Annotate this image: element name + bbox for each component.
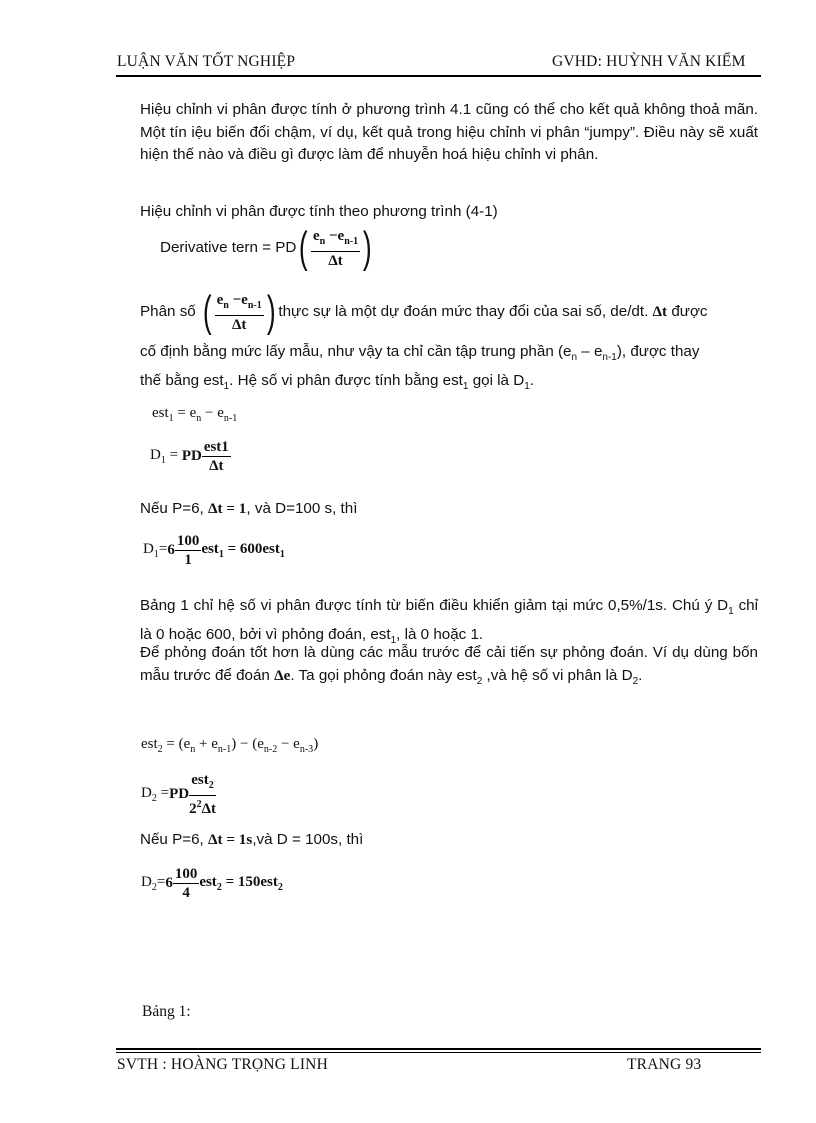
header-rule <box>116 75 761 77</box>
paragraph-3: Phân số ( $\frac{e_n -e_{n-1}}{\Delta t}$ ) thực sự là một dự đoán mức thay đổi của sai số, de/dt. Δt được <box>140 287 708 336</box>
equation-d1: $D_1$ = PD $\frac{\text{est1}}{\Delta t}$ <box>150 439 229 474</box>
paragraph-4: cố định bằng mức lấy mẫu, như vậy ta chỉ cần tập trung phần $(e_n - e_{n-1})$, được thay thế bằng est$_1$. Hệ số vi phân được tính bằng est$_1$ gọi là $D_1$. <box>140 343 700 392</box>
footer-rule-top <box>116 1048 761 1050</box>
paragraph-9: Nếu P=6, Δt = 1s,và D = 100s, thì <box>140 831 364 848</box>
equation-est2: $est_2 = (e_n + e_{n-1}) - (e_{n-2} - e_{n-3})$ <box>141 736 319 755</box>
footer-rule-bottom <box>116 1052 761 1053</box>
paragraph-7: Bảng 1 chỉ hệ số vi phân được tính từ biến điều khiển giảm tại mức 0,5%/1s. Chú ý $D_1$ chỉ là 0 hoặc 600, bởi vì phỏng đoán, est$_1$, là 0 hoặc 1. <box>140 597 758 646</box>
footer-page-number: TRANG 93 <box>627 1056 702 1073</box>
paragraph-8: Để phỏng đoán tốt hơn là dùng các mẫu trước để cải tiến sự phỏng đoán. Ví dụ dùng bốn mẫu trước để đoán Δe. Ta gọi phỏng đoán này est$_2$ ,và hệ số vi phân là $D_2$. <box>140 644 758 687</box>
equation-d2: $D_2 =PD$ $\frac{est_2}{2^2\Delta t}$ <box>141 772 216 817</box>
equation-d2-numeric: $D_2=6$ $\frac{100}{4}$ est$_2$ = 150est$_2$ <box>141 866 283 901</box>
header-right: GVHD: HUỲNH VĂN KIỂM <box>552 53 746 70</box>
header-left: LUẬN VĂN TỐT NGHIỆP <box>117 53 296 70</box>
footer-left: SVTH : HOÀNG TRỌNG LINH <box>117 1056 328 1073</box>
paragraph-6: Nếu P=6, Δt = 1, và D=100 s, thì <box>140 500 358 517</box>
paragraph-1: Hiệu chỉnh vi phân được tính ở phương trình 4.1 cũng có thể cho kết quả không thoả mãn. Một tín iệu biến đổi chậm, ví dụ, kết quả trong hiệu chỉnh vi phân “jumpy”. Điều này sẽ xuất hiện thế nào và điều gì được làm để nhuyễn hoá hiệu chỉnh vi phân. <box>140 101 758 163</box>
equation-derivative-term: Derivative tern = PD( $\frac{e_n -e_{n-1}}{\Delta t}$ ) <box>160 223 372 272</box>
equation-est1: $est_1 = e_n - e_{n-1}$ <box>152 405 238 424</box>
paragraph-2: Hiệu chỉnh vi phân được tính theo phương trình (4-1) <box>140 203 498 220</box>
table-label: Bảng 1: <box>142 1003 191 1020</box>
equation-d1-numeric: $D_1=6$ $\frac{100}{1}$ est$_1$ = 600est$_1$ <box>143 533 285 568</box>
equation-label: Derivative tern = PD <box>160 238 297 256</box>
